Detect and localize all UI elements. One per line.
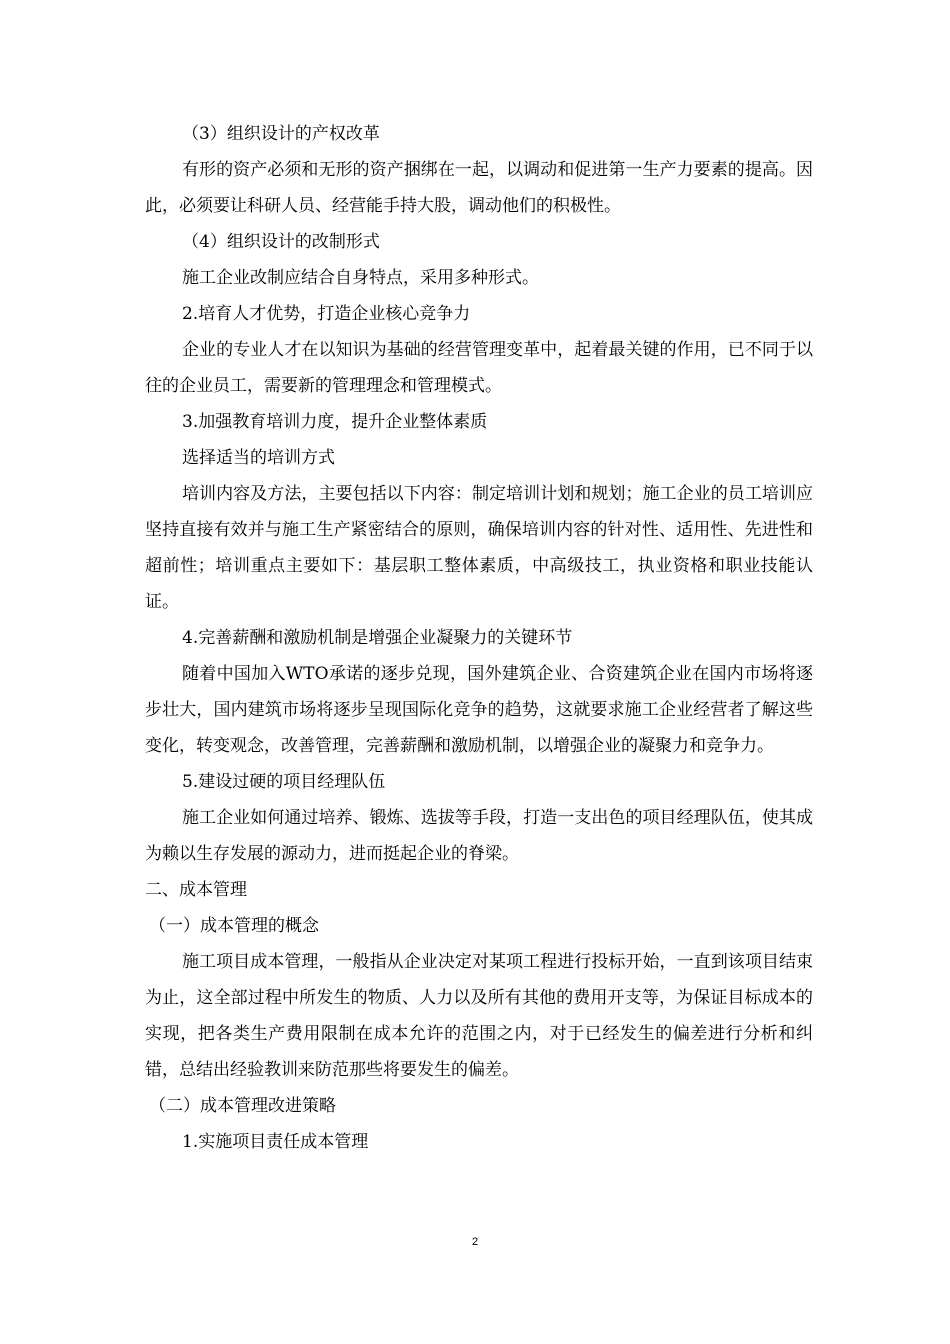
numbered-heading: 5.建设过硬的项目经理队伍 [182, 772, 386, 792]
body-paragraph: 选择适当的培训方式 [182, 448, 335, 468]
subsection-heading: （3）组织设计的产权改革 [182, 124, 380, 144]
numbered-heading: 3.加强教育培训力度，提升企业整体素质 [182, 412, 488, 432]
subsection-heading: （一）成本管理的概念 [149, 916, 319, 936]
page-number: 2 [471, 1236, 479, 1248]
body-paragraph: 培训内容及方法，主要包括以下内容：制定培训计划和规划；施工企业的员工培训应坚持直接有效并与施工生产紧密结合的原则，确保培训内容的针对性、适用性、先进性和超前性；培训重点主要如下：基层职工整体素质，中高级技工，执业资格和职业技能认证。 [145, 484, 813, 612]
body-paragraph: 随着中国加入WTO承诺的逐步兑现，国外建筑企业、合资建筑企业在国内市场将逐步壮大，国内建筑市场将逐步呈现国际化竞争的趋势，这就要求施工企业经营者了解这些变化，转变观念，改善管理，完善薪酬和激励机制，以增强企业的凝聚力和竞争力。 [145, 664, 813, 756]
document-body [145, 116, 813, 1160]
body-paragraph: 施工企业改制应结合自身特点，采用多种形式。 [182, 268, 539, 288]
body-paragraph: 施工企业如何通过培养、锻炼、选拔等手段，打造一支出色的项目经理队伍，使其成为赖以生存发展的源动力，进而挺起企业的脊梁。 [145, 808, 813, 864]
section-heading: 二、成本管理 [145, 880, 247, 900]
numbered-heading: 4.完善薪酬和激励机制是增强企业凝聚力的关键环节 [182, 628, 573, 648]
body-paragraph: 有形的资产必须和无形的资产捆绑在一起，以调动和促进第一生产力要素的提高。因此，必须要让科研人员、经营能手持大股，调动他们的积极性。 [145, 160, 813, 216]
numbered-heading: 2.培育人才优势，打造企业核心竞争力 [182, 304, 471, 324]
body-paragraph: 企业的专业人才在以知识为基础的经营管理变革中，起着最关键的作用，已不同于以往的企业员工，需要新的管理理念和管理模式。 [145, 340, 813, 396]
numbered-heading: 1.实施项目责任成本管理 [182, 1132, 369, 1152]
subsection-heading: （二）成本管理改进策略 [149, 1096, 336, 1116]
body-paragraph: 施工项目成本管理，一般指从企业决定对某项工程进行投标开始，一直到该项目结束为止，这全部过程中所发生的物质、人力以及所有其他的费用开支等，为保证目标成本的实现，把各类生产费用限制在成本允许的范围之内，对于已经发生的偏差进行分析和纠错，总结出经验教训来防范那些将要发生的偏差。 [145, 952, 813, 1080]
subsection-heading: （4）组织设计的改制形式 [182, 232, 380, 252]
